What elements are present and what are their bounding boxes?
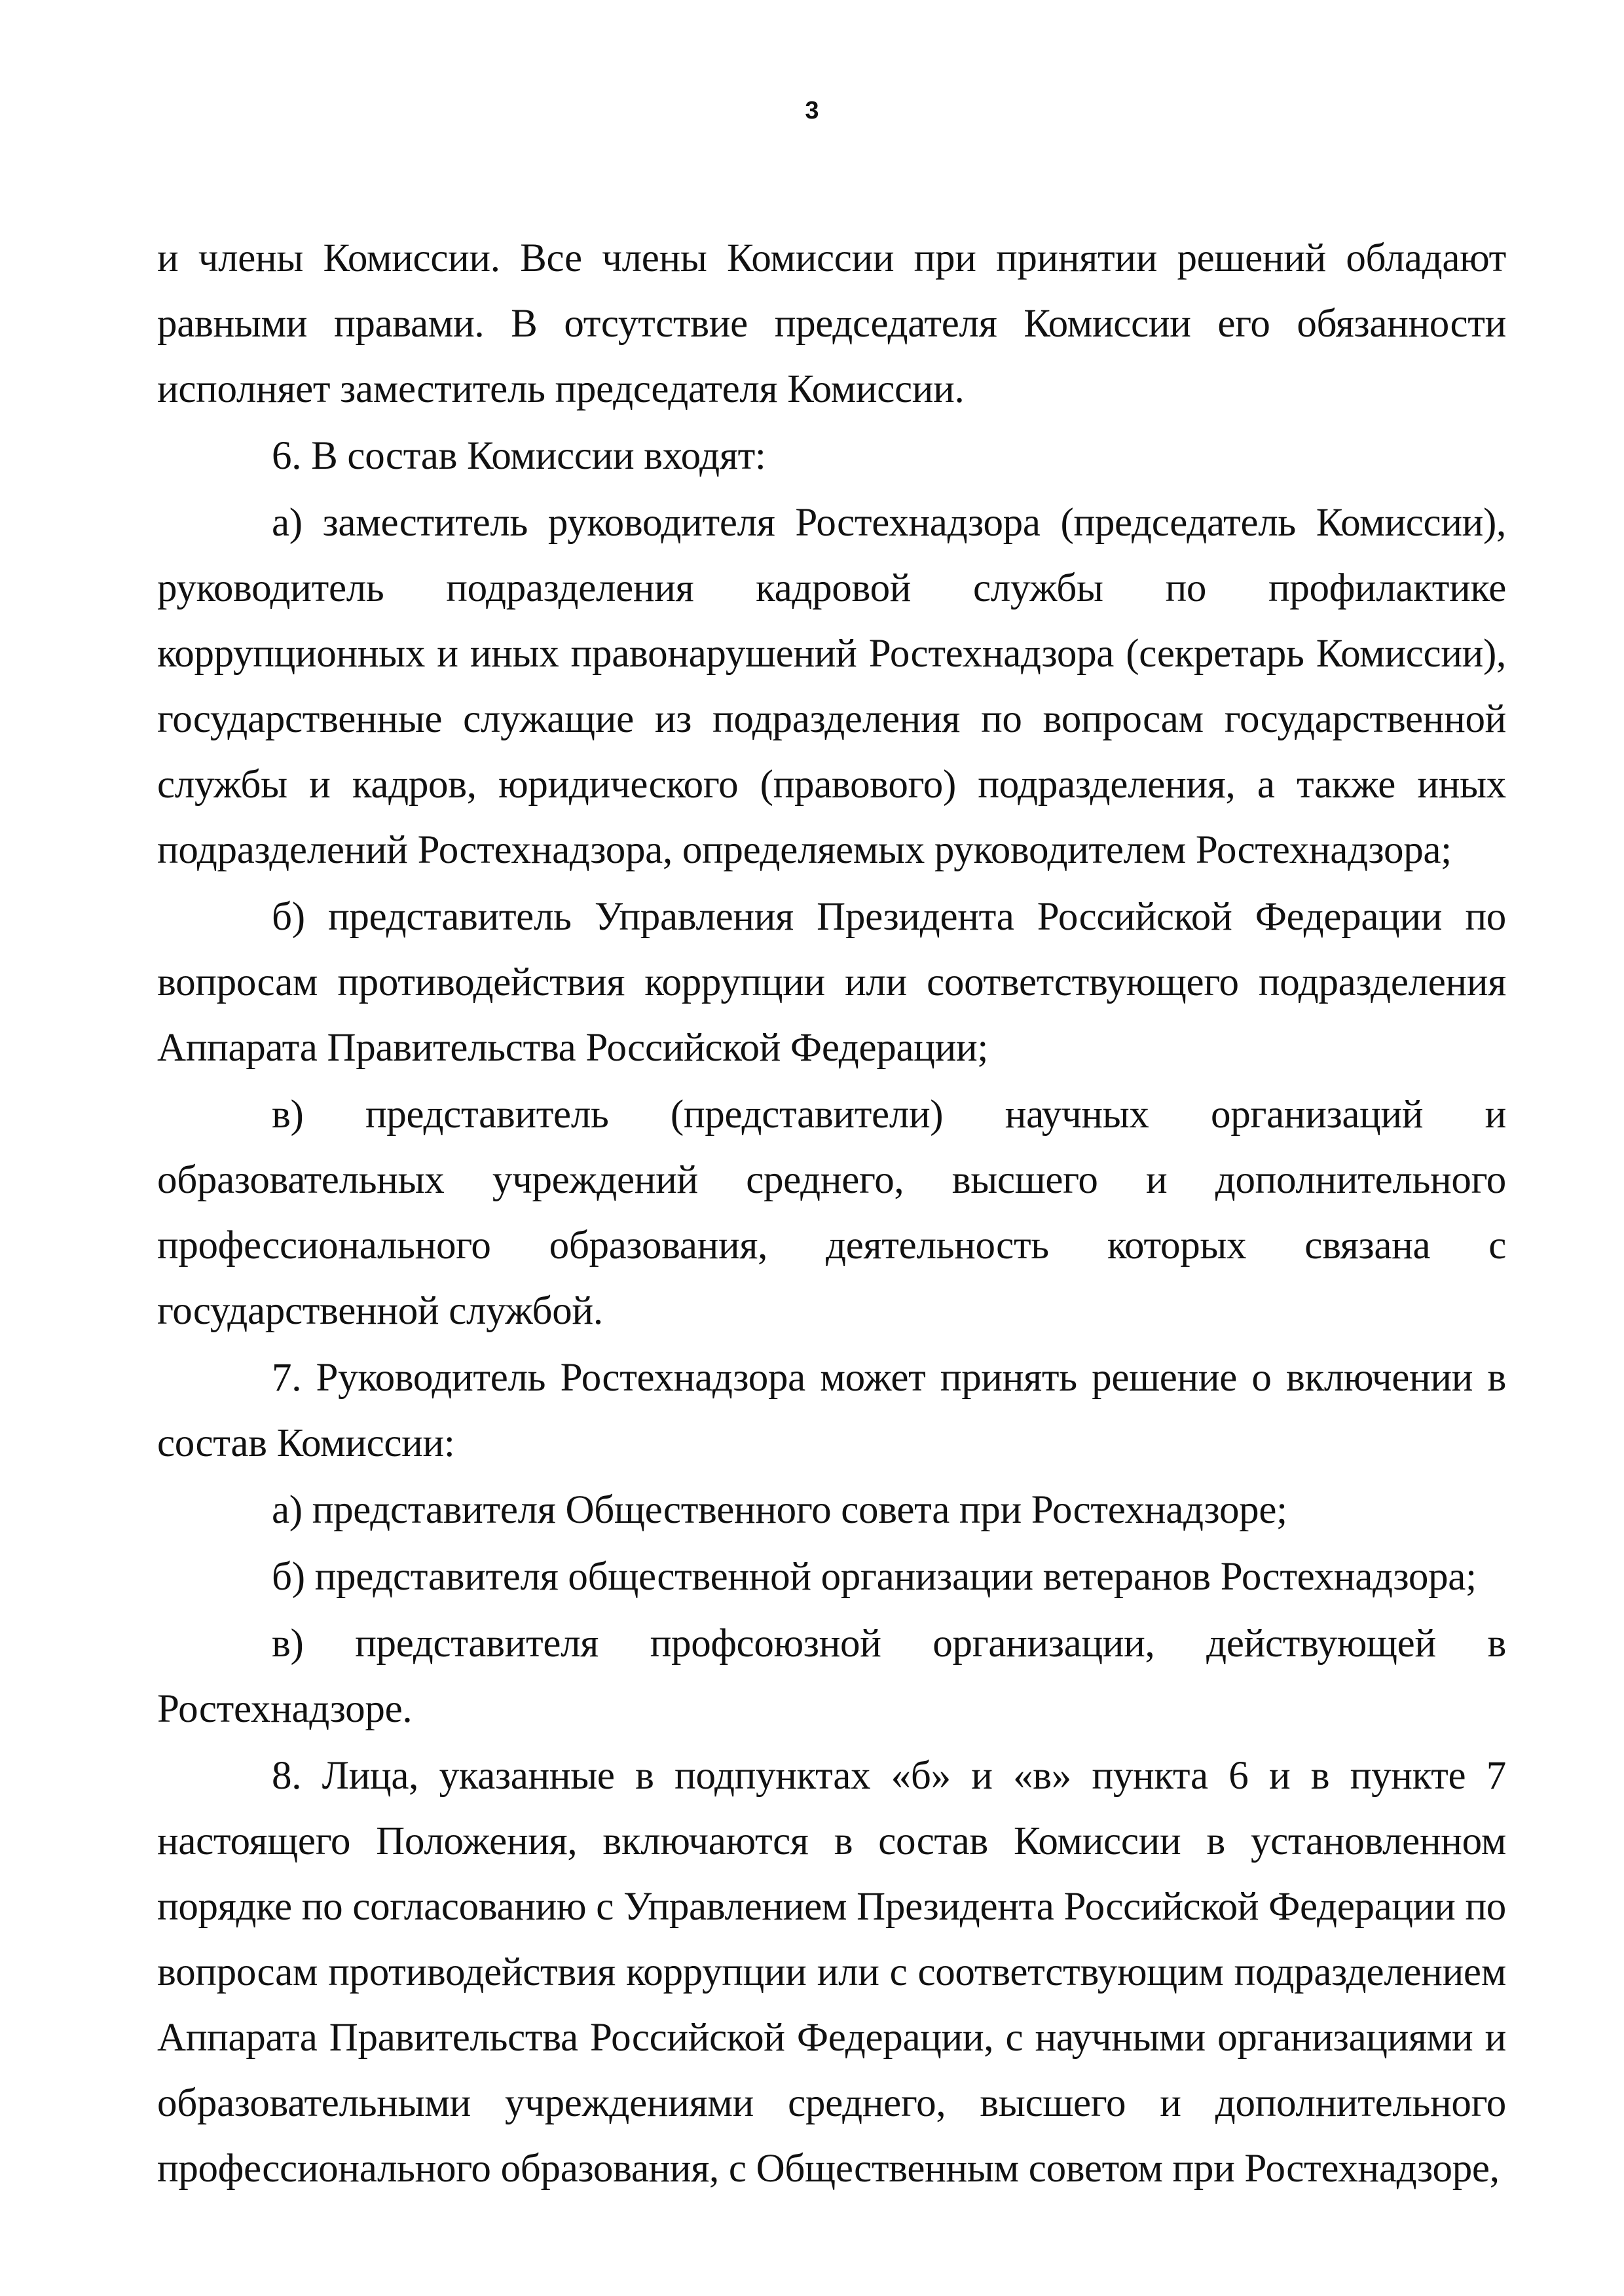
paragraph-item-7: 7. Руководитель Ростехнадзора может принять решение о включении в состав Комиссии: [157,1356,1506,1465]
document-body [157,226,1506,2202]
paragraph-item-6v: в) представитель (представители) научных организаций и образовательных учреждений среднего, высшего и дополнительного профессионального образования, деятельность которых связана с государственной службой. [157,1093,1506,1333]
paragraph-item-7v: в) представителя профсоюзной организации, действующей в Ростехнадзоре. [157,1622,1506,1731]
paragraph-item-7a: а) представителя Общественного совета при Ростехнадзоре; [272,1488,1287,1532]
paragraph-item-7b: б) представителя общественной организации ветеранов Ростехнадзора; [272,1555,1477,1599]
page-number: 3 [805,97,819,124]
paragraph-item-6b: б) представитель Управления Президента Российской Федерации по вопросам противодействия коррупции или соответствующего подразделения Аппарата Правительства Российской Федерации; [157,895,1506,1070]
paragraph-continuation: и члены Комиссии. Все члены Комиссии при принятии решений обладают равными правами. В отсутствие председателя Комиссии его обязанности исполняет заместитель председателя Комиссии. [157,236,1506,411]
paragraph-item-6: 6. В состав Комиссии входят: [272,434,766,478]
paragraph-item-6a: а) заместитель руководителя Ростехнадзора (председатель Комиссии), руководитель подразделения кадровой службы по профилактике коррупционных и иных правонарушений Ростехнадзора (секретарь Комиссии), государственные служащие из подразделения по вопросам государственной службы и кадров, юридического (правового) подразделения, а также иных подразделений Ростехнадзора, определяемых руководителем Ростехнадзора; [157,501,1506,872]
paragraph-item-8: 8. Лица, указанные в подпунктах «б» и «в» пункта 6 и в пункте 7 настоящего Положения, включаются в состав Комиссии в установленном порядке по согласованию с Управлением Президента Российской Федерации по вопросам противодействия коррупции или с соответствующим подразделением Аппарата Правительства Российской Федерации, с научными организациями и образовательными учреждениями среднего, высшего и дополнительного профессионального образования, с Общественным советом при Ростехнадзоре, [157,1754,1506,2191]
